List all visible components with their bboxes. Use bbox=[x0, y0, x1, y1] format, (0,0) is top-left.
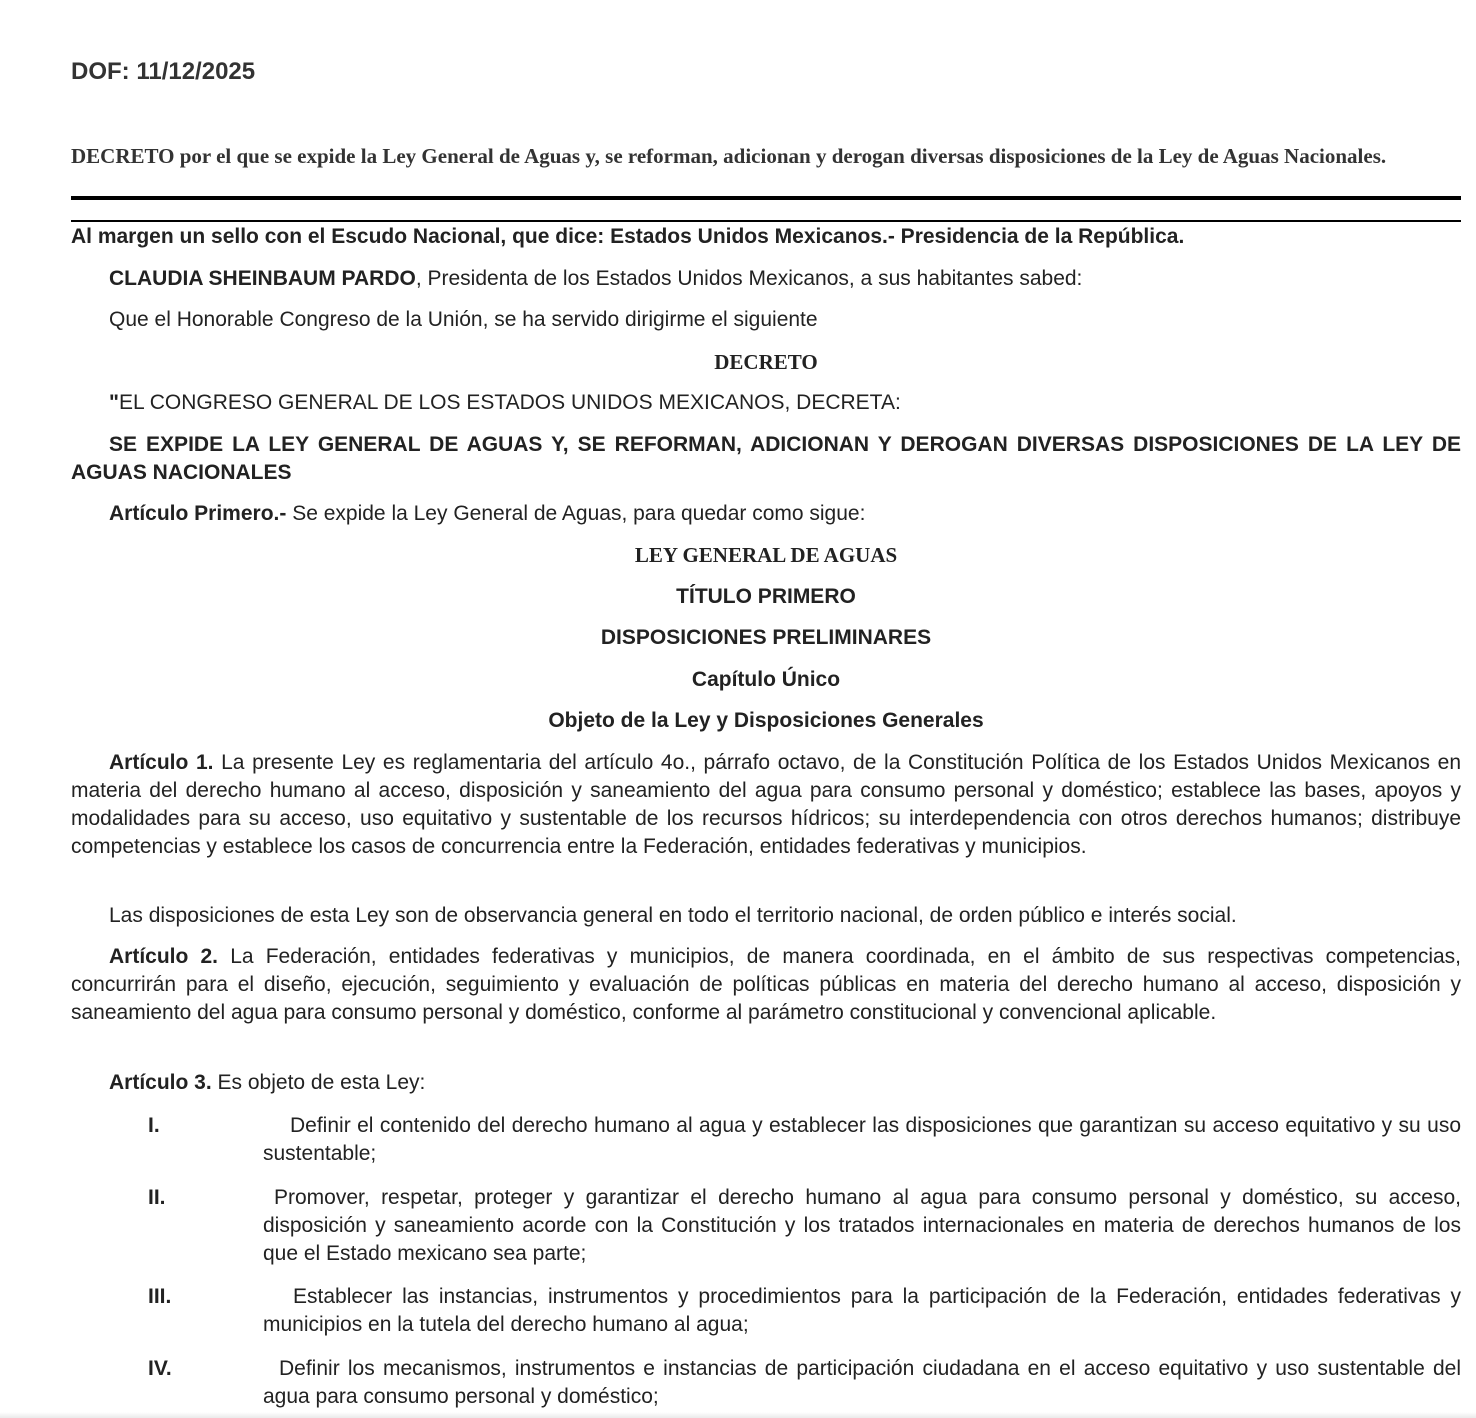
articulo-1-label: Artículo 1. bbox=[109, 751, 214, 774]
articulo-1-paragraph-2: Las disposiciones de esta Ley son de observancia general en todo el territorio nacional, de orden público e interés social. bbox=[109, 904, 1237, 927]
bottom-edge-shadow bbox=[0, 1412, 1476, 1418]
expide-heading: SE EXPIDE LA LEY GENERAL DE AGUAS Y, SE REFORMAN, ADICIONAN Y DEROGAN DIVERSAS DISPOSICIONES DE LA LEY DE AGUAS NACIONALES bbox=[71, 433, 1461, 484]
president-paragraph bbox=[71, 265, 1461, 293]
ley-heading: LEY GENERAL DE AGUAS bbox=[634, 543, 898, 567]
articulo-2 bbox=[71, 943, 1461, 1027]
articulo-1-text: La presente Ley es reglamentaria del artículo 4o., párrafo octavo, de la Constitución Política de los Estados Unidos Mexicanos en materia del derecho humano al acceso, disposición y saneamiento del agua para consumo personal y doméstico; establece las bases, apoyos y modalidades para su acceso, uso equitativo y sustentable de los recursos hídricos; su interdependencia con otros derechos humanos; distribuye competencias y establece los casos de concurrencia entre la Federación, entidades federativas y municipios. bbox=[71, 751, 1462, 858]
disposiciones-heading: DISPOSICIONES PRELIMINARES bbox=[600, 626, 932, 649]
articulo-primero bbox=[71, 500, 1461, 528]
articulo-1 bbox=[71, 749, 1461, 861]
articulo-3 bbox=[71, 1069, 1461, 1097]
objeto-heading: Objeto de la Ley y Disposiciones Generales bbox=[548, 709, 984, 732]
decreta-line: EL CONGRESO GENERAL DE LOS ESTADOS UNIDOS MEXICANOS, DECRETA: bbox=[118, 391, 901, 414]
dof-date: DOF: 11/12/2025 bbox=[71, 58, 256, 85]
articulo-primero-label: Artículo Primero.- bbox=[109, 502, 287, 525]
president-name: CLAUDIA SHEINBAUM PARDO bbox=[109, 267, 416, 290]
list-item-number: II. bbox=[148, 1186, 166, 1209]
articulo-2-label: Artículo 2. bbox=[109, 945, 219, 968]
decreta-quote: " bbox=[109, 391, 119, 414]
title-rule-thick bbox=[71, 196, 1461, 200]
list-item-text: Establecer las instancias, instrumentos y procedimientos para la participación de la Federación, entidades federativas y municipios en la tutela del derecho humano al agua; bbox=[263, 1285, 1461, 1336]
titulo-heading: TÍTULO PRIMERO bbox=[676, 585, 856, 608]
list-item-number: IV. bbox=[148, 1357, 172, 1380]
decree-title: DECRETO por el que se expide la Ley General de Aguas y, se reforman, adicionan y derogan diversas disposiciones de la Ley de Aguas Nacionales. bbox=[71, 144, 1387, 168]
articulo-primero-text: Se expide la Ley General de Aguas, para quedar como sigue: bbox=[286, 502, 866, 525]
president-text: , Presidenta de los Estados Unidos Mexicanos, a sus habitantes sabed: bbox=[415, 267, 1083, 290]
list-item-text: Promover, respetar, proteger y garantizar el derecho humano al agua para consumo personal y doméstico, su acceso, disposición y saneamiento acorde con la Constitución y los tratados internacionales en materia de derechos humanos de los que el Estado mexicano sea parte; bbox=[263, 1186, 1461, 1265]
articulo-3-text: Es objeto de esta Ley: bbox=[211, 1071, 426, 1094]
capitulo-heading: Capítulo Único bbox=[691, 668, 841, 691]
list-item-text: Definir el contenido del derecho humano al agua y establecer las disposiciones que garantizan su acceso equitativo y su uso sustentable; bbox=[263, 1114, 1461, 1165]
congress-line: Que el Honorable Congreso de la Unión, se ha servido dirigirme el siguiente bbox=[109, 308, 818, 331]
list-item-number: III. bbox=[148, 1285, 172, 1308]
articulo-2-text: La Federación, entidades federativas y municipios, de manera coordinada, en el ámbito de sus respectivas competencias, concurrirán para el diseño, ejecución, seguimiento y evaluación de políticas públicas en materia del derecho humano al acceso, disposición y saneamiento del agua para consumo personal y doméstico, conforme al parámetro constitucional y convencional aplicable. bbox=[71, 945, 1462, 1024]
articulo-3-label: Artículo 3. bbox=[109, 1071, 212, 1094]
decreto-heading: DECRETO bbox=[714, 350, 818, 374]
margin-note: Al margen un sello con el Escudo Nacional, que dice: Estados Unidos Mexicanos.- Presidencia de la República. bbox=[71, 225, 1185, 248]
list-item-text: Definir los mecanismos, instrumentos e instancias de participación ciudadana en el acceso equitativo y uso sustentable del agua para consumo personal y doméstico; bbox=[263, 1357, 1461, 1408]
decreta-paragraph bbox=[71, 389, 1461, 417]
title-rule-thin bbox=[71, 220, 1461, 222]
list-item-number: I. bbox=[148, 1114, 160, 1137]
